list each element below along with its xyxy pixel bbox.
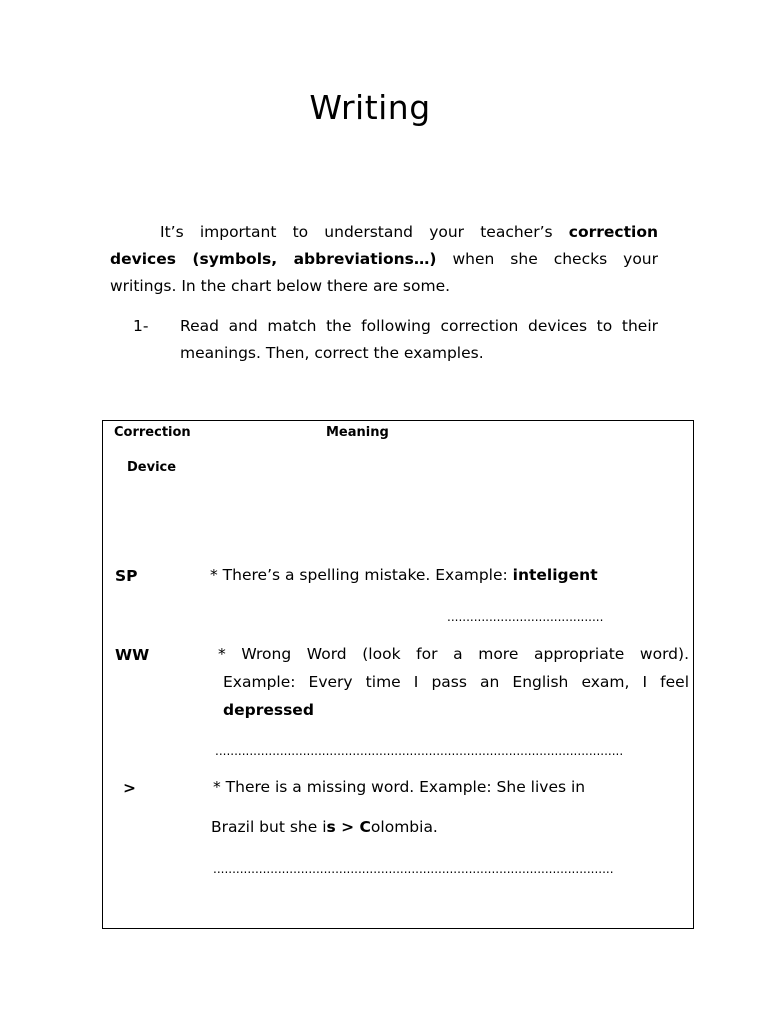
meaning-ww-line1: * Wrong Word (look for a more appropriate word). [218, 645, 689, 663]
intro-text-2: when she checks your writings. In the chart below there are some. [110, 250, 658, 295]
meaning-missing-line2 [211, 814, 681, 841]
task-instructions: Read and match the following correction devices to their meanings. Then, correct the examples. [180, 317, 658, 362]
meaning-sp-example: inteligent [512, 566, 598, 584]
page-title: Writing [309, 88, 431, 127]
header-correction: Correction [114, 425, 191, 440]
meaning-missing-text-1: Brazil but she i [211, 818, 327, 836]
intro-bold-text: correction devices (symbols, abbreviations…) [110, 223, 658, 268]
meaning-sp-text: * There’s a spelling mistake. Example: [210, 566, 513, 584]
meaning-ww-line2: Example: Every time I pass an English exam, I feel [223, 673, 689, 691]
answer-line-sp[interactable]: ......................................... [447, 610, 604, 624]
device-missing-word: > [123, 779, 136, 797]
meaning-missing-text-2: olombia. [370, 818, 438, 836]
intro-paragraph [110, 219, 658, 300]
device-ww: WW [115, 646, 150, 664]
meaning-missing-line1: * There is a missing word. Example: She lives in [213, 778, 586, 796]
meaning-missing-bold: s > C [326, 818, 371, 836]
header-meaning: Meaning [326, 425, 389, 440]
meaning-sp [210, 562, 680, 589]
header-device: Device [127, 460, 177, 475]
answer-line-ww[interactable]: ........................................................................................................... [215, 744, 624, 758]
device-sp: SP [115, 567, 138, 585]
task-number: 1- [133, 317, 149, 335]
meaning-ww-example: depressed [223, 701, 314, 719]
intro-text-1: It’s important to understand your teacher’s [160, 223, 569, 241]
answer-line-missing[interactable]: ......................................................................................................... [213, 862, 614, 876]
